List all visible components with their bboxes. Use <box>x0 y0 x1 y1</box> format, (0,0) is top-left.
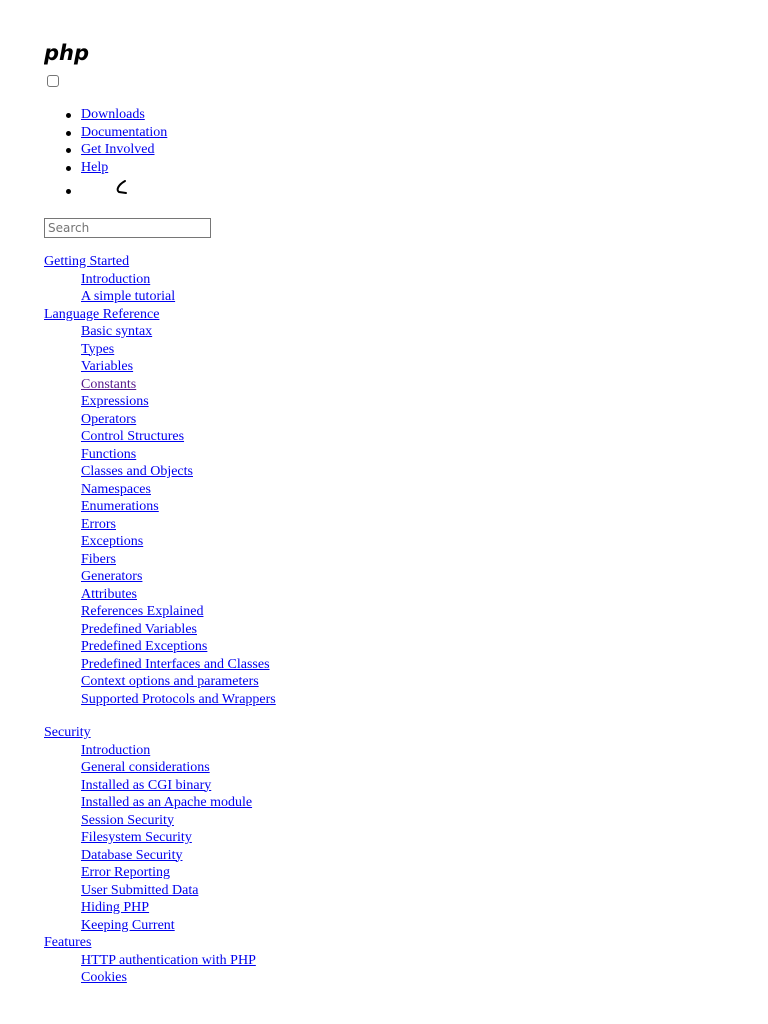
toc-item-link[interactable]: A simple tutorial <box>81 289 176 304</box>
toc-spacer <box>44 708 276 724</box>
toc-item <box>44 271 276 289</box>
nav-item-search <box>44 176 167 202</box>
toc-item <box>44 882 276 900</box>
toc-item-link[interactable]: Supported Protocols and Wrappers <box>81 691 276 707</box>
toc-item <box>44 777 276 795</box>
toc-item-link[interactable]: Predefined Interfaces and Classes <box>81 656 270 672</box>
toc-group-features <box>44 952 276 987</box>
toc-item-link[interactable]: Introduction <box>81 742 151 758</box>
toc-item-link[interactable]: Generators <box>81 569 143 584</box>
toc-section-getting-started <box>44 253 276 271</box>
toc-item <box>44 393 276 411</box>
toc-item-link[interactable]: Error Reporting <box>81 865 171 880</box>
toc-item-link[interactable]: Expressions <box>81 394 149 409</box>
toc-item <box>44 428 276 446</box>
toc-item <box>44 358 276 376</box>
toc-item-link[interactable]: Context options and parameters <box>81 674 259 689</box>
toc-item-link[interactable]: Predefined Exceptions <box>81 639 208 654</box>
toc-item <box>44 952 276 970</box>
toc-section-link[interactable]: Features <box>44 935 92 950</box>
toc-item <box>44 812 276 830</box>
toc-item-link[interactable]: General considerations <box>81 760 210 775</box>
toc-section-features <box>44 934 276 952</box>
toc-item <box>44 446 276 464</box>
toc-item-link[interactable]: Keeping Current <box>81 917 175 933</box>
toc-item-link[interactable]: Database Security <box>81 847 183 863</box>
toc-item-link[interactable]: Fibers <box>81 551 116 567</box>
toc-group-getting-started <box>44 271 276 306</box>
logo-text: php <box>44 42 90 65</box>
toc-item <box>44 498 276 516</box>
toc-item <box>44 742 276 760</box>
toc-item <box>44 673 276 691</box>
toc-item <box>44 568 276 586</box>
toc-item <box>44 603 276 621</box>
search-input[interactable]: Search <box>44 218 211 238</box>
nav-link-get-involved[interactable]: Get Involved <box>81 142 155 157</box>
toc-item-link[interactable]: Control Structures <box>81 429 185 444</box>
nav-item-documentation <box>44 124 167 142</box>
nav-item-downloads <box>44 106 167 124</box>
php-logo-icon <box>44 42 90 66</box>
php-logo[interactable] <box>44 42 90 66</box>
nav-link-documentation[interactable]: Documentation <box>81 124 168 140</box>
toc-item-link[interactable]: Variables <box>81 359 134 374</box>
toc-item <box>44 917 276 935</box>
toc-section-link[interactable]: Getting Started <box>44 254 130 269</box>
toc-item-link[interactable]: Session Security <box>81 812 174 828</box>
toc-section-link[interactable]: Language Reference <box>44 306 160 322</box>
toc-group-language-reference <box>44 323 276 708</box>
toc-item-link[interactable]: Errors <box>81 516 116 532</box>
toc-item <box>44 847 276 865</box>
toc-item-link[interactable]: Enumerations <box>81 499 159 514</box>
toc-item <box>44 656 276 674</box>
toc-item <box>44 411 276 429</box>
toc-item <box>44 638 276 656</box>
nav-link-downloads[interactable]: Downloads <box>81 107 145 122</box>
toc-item-link[interactable]: HTTP authentication with PHP <box>81 952 256 968</box>
documentation-toc <box>44 253 276 987</box>
toc-section-link[interactable]: Security <box>44 725 91 740</box>
toc-item <box>44 376 276 394</box>
nav-link-help[interactable]: Help <box>81 159 109 175</box>
toc-item <box>44 481 276 499</box>
toc-item-link[interactable]: Attributes <box>81 586 137 602</box>
toc-item <box>44 621 276 639</box>
toc-section-language-reference <box>44 306 276 324</box>
toc-item-link[interactable]: Operators <box>81 411 137 427</box>
toc-item <box>44 551 276 569</box>
toc-item <box>44 794 276 812</box>
toc-item-link[interactable]: Namespaces <box>81 481 151 497</box>
toc-item <box>44 899 276 917</box>
main-nav <box>44 106 167 202</box>
menu-toggle-checkbox[interactable] <box>47 75 59 87</box>
search-icon[interactable] <box>114 178 130 196</box>
toc-item-link[interactable]: Functions <box>81 446 137 462</box>
toc-item <box>44 864 276 882</box>
toc-item-link[interactable]: Hiding PHP <box>81 900 150 915</box>
toc-item <box>44 759 276 777</box>
nav-item-get-involved <box>44 141 167 159</box>
toc-item-link[interactable]: Filesystem Security <box>81 830 192 845</box>
toc-item-link[interactable]: Cookies <box>81 970 127 985</box>
toc-item <box>44 691 276 709</box>
toc-item-link[interactable]: User Submitted Data <box>81 882 199 898</box>
toc-item <box>44 323 276 341</box>
toc-item <box>44 829 276 847</box>
toc-item <box>44 288 276 306</box>
toc-item-link[interactable]: Introduction <box>81 271 151 287</box>
toc-item-link[interactable]: Classes and Objects <box>81 464 193 479</box>
toc-item <box>44 969 276 987</box>
toc-item <box>44 533 276 551</box>
toc-item <box>44 463 276 481</box>
toc-item-link[interactable]: Predefined Variables <box>81 621 197 637</box>
toc-item <box>44 516 276 534</box>
toc-item-link[interactable]: Exceptions <box>81 534 144 549</box>
toc-section-security <box>44 724 276 742</box>
toc-item-link[interactable]: Installed as an Apache module <box>81 795 253 810</box>
toc-item-link[interactable]: Types <box>81 341 115 357</box>
toc-item-link[interactable]: Installed as CGI binary <box>81 777 212 793</box>
toc-item <box>44 341 276 359</box>
nav-item-help <box>44 159 167 177</box>
toc-item <box>44 586 276 604</box>
toc-item-link[interactable]: Basic syntax <box>81 324 153 339</box>
toc-group-security <box>44 742 276 935</box>
toc-item-link[interactable]: References Explained <box>81 604 204 619</box>
toc-item-link[interactable]: Constants <box>81 376 137 392</box>
